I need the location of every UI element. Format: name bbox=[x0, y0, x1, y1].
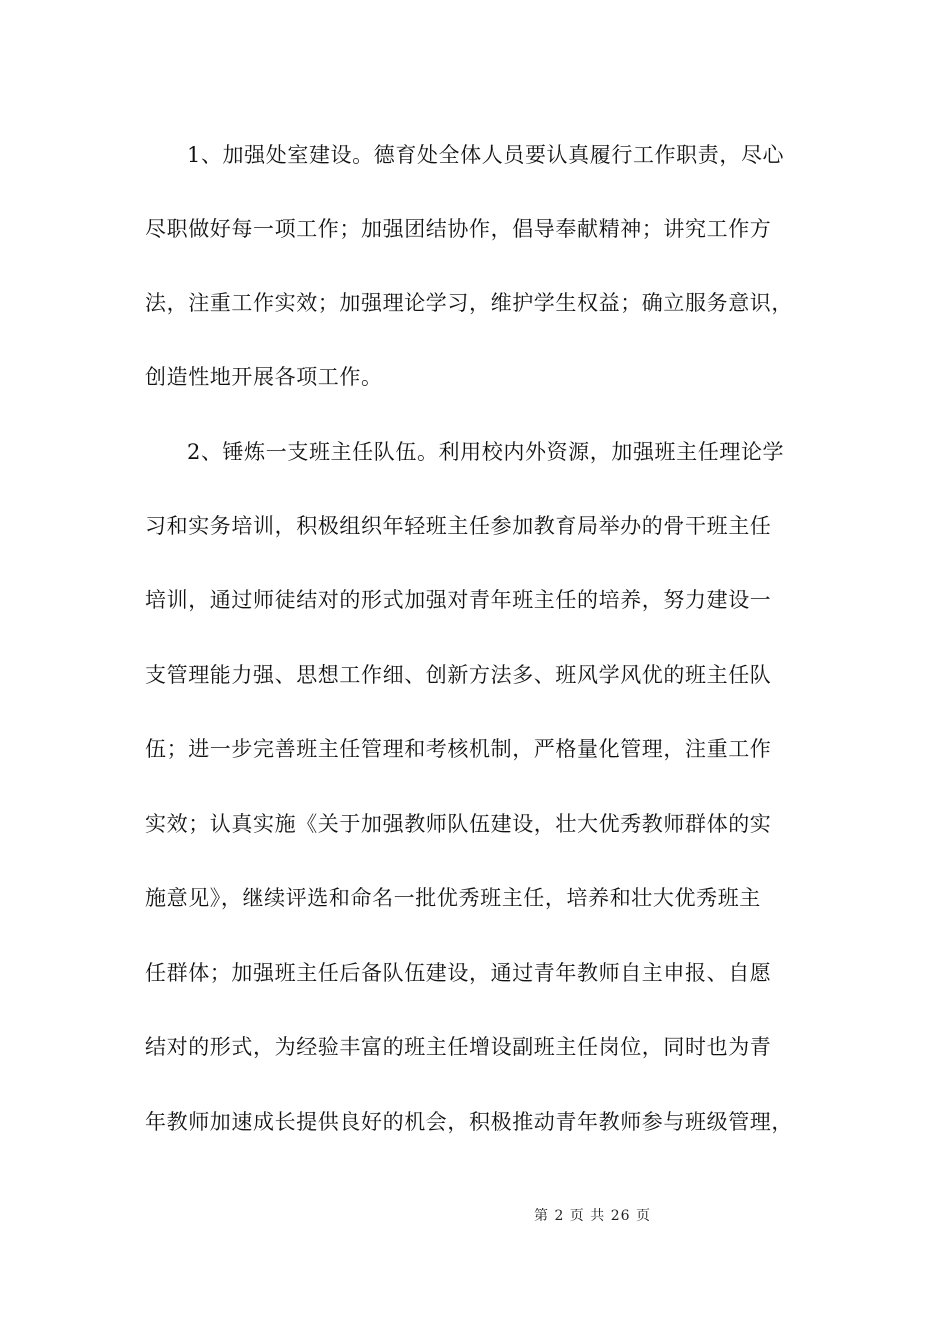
paragraph-2-line-1: 2、锤炼一支班主任队伍。利用校内外资源，加强班主任理论学 bbox=[187, 440, 785, 464]
paragraph-2-line-5: 伍；进一步完善班主任管理和考核机制，严格量化管理，注重工作 bbox=[145, 737, 772, 761]
paragraph-2-line-2: 习和实务培训，积极组织年轻班主任参加教育局举办的骨干班主任 bbox=[145, 514, 772, 538]
page-number: 第 2 页 共 26 页 bbox=[534, 1208, 651, 1224]
page-footer bbox=[0, 1206, 950, 1226]
paragraph-2-line-6: 实效；认真实施《关于加强教师队伍建设，壮大优秀教师群体的实 bbox=[145, 812, 772, 836]
paragraph-2-line-4: 支管理能力强、思想工作细、创新方法多、班风学风优的班主任队 bbox=[145, 663, 772, 687]
paragraph-2-line-7: 施意见》，继续评选和命名一批优秀班主任，培养和壮大优秀班主 bbox=[145, 886, 761, 910]
paragraph-2-line-10: 年教师加速成长提供良好的机会，积极推动青年教师参与班级管理， bbox=[145, 1110, 793, 1134]
paragraph-2-line-9: 结对的形式，为经验丰富的班主任增设副班主任岗位，同时也为青 bbox=[145, 1035, 772, 1059]
paragraph-1-line-1: 1、加强处室建设。德育处全体人员要认真履行工作职责，尽心 bbox=[187, 143, 785, 167]
paragraph-1-line-4: 创造性地开展各项工作。 bbox=[145, 365, 383, 389]
paragraph-2-line-8: 任群体；加强班主任后备队伍建设，通过青年教师自主申报、自愿 bbox=[145, 961, 772, 985]
paragraph-1-line-3: 法，注重工作实效；加强理论学习，维护学生权益；确立服务意识， bbox=[145, 291, 793, 315]
paragraph-1-line-2: 尽职做好每一项工作；加强团结协作，倡导奉献精神；讲究工作方 bbox=[145, 217, 772, 241]
paragraph-2-line-3: 培训，通过师徒结对的形式加强对青年班主任的培养，努力建设一 bbox=[145, 588, 772, 612]
